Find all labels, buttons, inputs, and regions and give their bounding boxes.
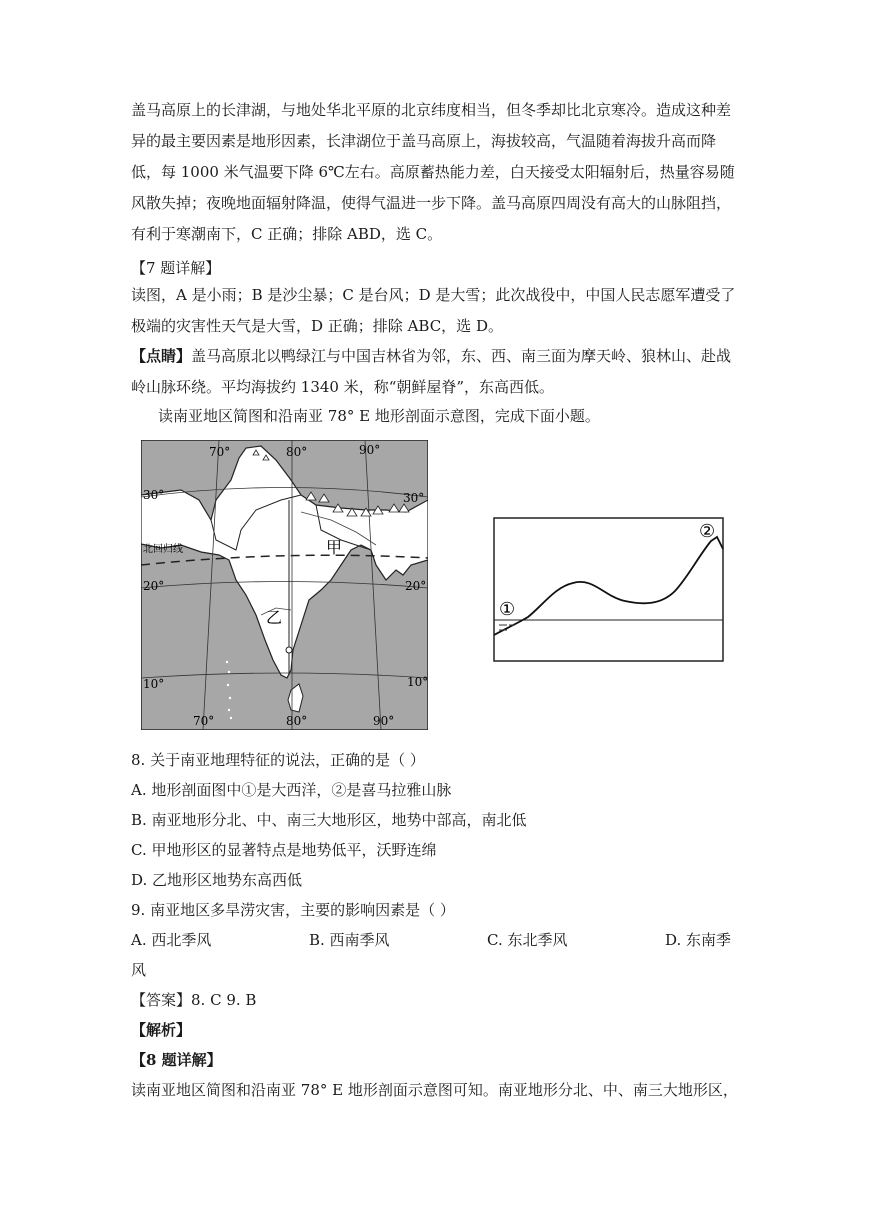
lon-label-bottom-80: 80° <box>286 714 308 728</box>
paragraph-gaima-explanation: 盖马高原上的长津湖，与地处华北平原的北京纬度相当，但冬季却比北京寒冷。造成这种差异的最主要因素是地形因素，长津湖位于盖马高原上，海拔较高，气温随着海拔升高而降低，每 1000 米气温要下降 6℃左右。高原蓄热能力差，白天接受太阳辐射后，热量容易随风散失掉；夜晚地面辐射降温，使得气温进一步下降。盖马高原四周没有高大的山脉阻挡，有利于寒潮南下，C 正确；排除 ABD，选 C。 <box>131 101 735 243</box>
lon-label-bottom-90: 90° <box>373 714 395 728</box>
lat-label-right-30: 30° <box>403 491 425 505</box>
profile-endpoint <box>286 647 292 653</box>
lat-label-left-10: 10° <box>143 677 165 691</box>
question-9: 9. 南亚地区多旱涝灾害，主要的影响因素是（ ） <box>131 901 455 919</box>
q9-option-c: C. 东北季风 <box>487 931 568 949</box>
q8-option-a: A. 地形剖面图中①是大西洋，②是喜马拉雅山脉 <box>131 781 452 799</box>
south-asia-map <box>141 440 428 730</box>
point-text: 盖马高原北以鸭绿江与中国吉林省为邻，东、西、南三面为摩天岭、狼林山、赴战岭山脉环绕。平均海拔约 1340 米，称“朝鲜屋脊”，东高西低。 <box>131 347 732 396</box>
lat-label-right-20: 20° <box>405 579 427 593</box>
q9-option-d-continued: 风 <box>131 961 147 979</box>
figure-intro: 读南亚地区简图和沿南亚 78° E 地形剖面示意图，完成下面小题。 <box>158 407 600 425</box>
lat-label-left-20: 20° <box>143 579 165 593</box>
lon-label-bottom-70: 70° <box>193 714 215 728</box>
region-jia-label: 甲 <box>326 538 343 557</box>
marker-2: ② <box>699 521 716 542</box>
q8-option-d: D. 乙地形区地势东高西低 <box>131 871 303 889</box>
q9-option-a: A. 西北季风 <box>131 931 212 949</box>
point-label: 【点睛】 <box>131 347 192 365</box>
q9-option-b: B. 西南季风 <box>309 931 390 949</box>
q8-option-c: C. 甲地形区的显著特点是地势低平，沃野连绵 <box>131 841 437 859</box>
analysis-heading: 【解析】 <box>131 1021 192 1039</box>
lat-label-right-10: 10° <box>407 675 428 689</box>
q8-detail-heading: 【8 题详解】 <box>131 1051 222 1069</box>
paragraph-point <box>131 341 741 403</box>
profile-frame <box>494 518 723 661</box>
q9-option-d: D. 东南季 <box>665 931 732 949</box>
terrain-profile-78e <box>493 517 725 663</box>
question-8: 8. 关于南亚地理特征的说法，正确的是（ ） <box>131 751 425 769</box>
answer-line: 【答案】8. C 9. B <box>131 991 257 1009</box>
lon-label-top-80: 80° <box>286 445 308 459</box>
lon-label-top-90: 90° <box>359 443 381 457</box>
paragraph-q7-detail: 读图，A 是小雨；B 是沙尘暴；C 是台风；D 是大雪；此次战役中，中国人民志愿军遭受了极端的灾害性天气是大雪，D 正确；排除 ABC，选 D。 <box>131 286 736 335</box>
lon-label-top-70: 70° <box>209 445 231 459</box>
q8-detail-text: 读南亚地区简图和沿南亚 78° E 地形剖面示意图可知。南亚地形分北、中、南三大地形区， <box>131 1081 738 1099</box>
marker-1: ① <box>499 599 516 620</box>
lat-label-left-30: 30° <box>143 488 165 502</box>
tropic-of-cancer-label: 北回归线 <box>143 544 183 555</box>
q7-heading: 【7 题详解】 <box>131 259 221 277</box>
q8-option-b: B. 南亚地形分北、中、南三大地形区，地势中部高，南北低 <box>131 811 527 829</box>
region-yi-label: 乙 <box>266 608 283 627</box>
